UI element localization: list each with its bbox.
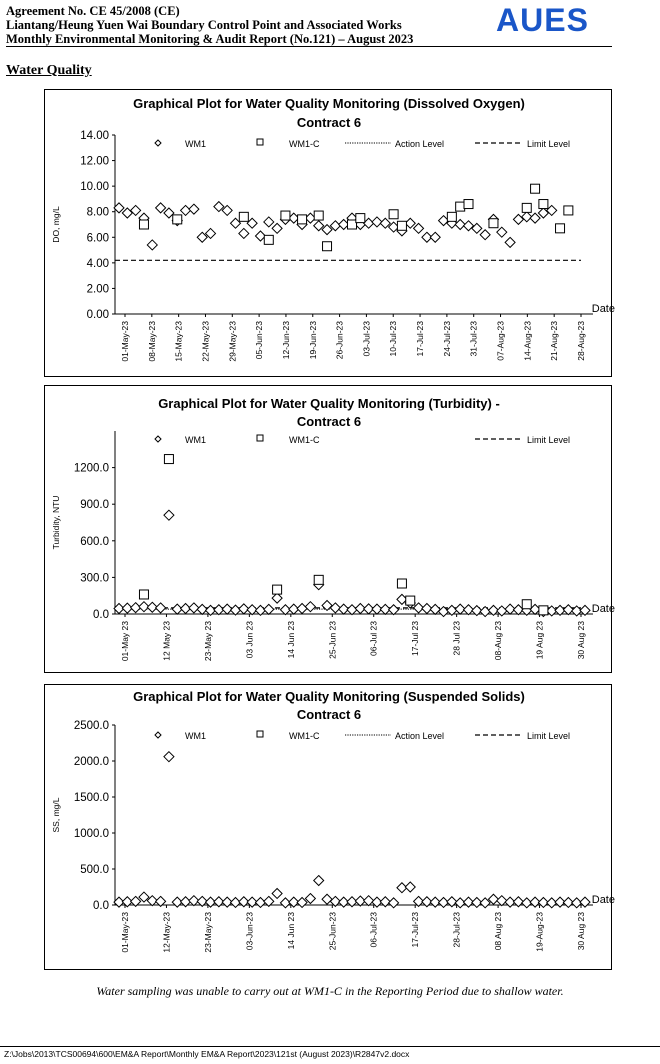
x-tick-label: 23-May 23 <box>202 621 213 662</box>
x-tick-label: 03-Jul-23 <box>361 321 372 357</box>
y-tick-label: 14.00 <box>80 130 109 142</box>
turbidity-chart-svg <box>45 386 613 674</box>
data-point-wm1 <box>405 882 415 892</box>
data-point-wm1-c <box>314 211 323 220</box>
data-point-wm1-c <box>298 215 307 224</box>
x-tick-label: 12-May-23 <box>161 912 172 953</box>
x-tick-label: 19-Jun-23 <box>307 321 318 360</box>
y-axis-label: SS, mg/L <box>51 797 61 833</box>
x-tick-label: 24-Jul-23 <box>441 321 452 357</box>
y-tick-label: 2.00 <box>86 283 109 296</box>
legend-label: Limit Level <box>527 731 571 741</box>
x-tick-label: 17-Jul-23 <box>410 912 421 948</box>
x-tick-label: 29-May-23 <box>227 321 238 362</box>
data-point-wm1 <box>222 604 232 614</box>
legend-label: Limit Level <box>527 139 571 149</box>
footer-rule <box>0 1046 660 1047</box>
x-tick-label: 22-May-23 <box>200 321 211 362</box>
data-point-wm1 <box>264 217 274 227</box>
legend-label: Action Level <box>395 731 445 741</box>
data-point-wm1-c <box>314 575 323 584</box>
legend-marker-wm1 <box>155 436 161 442</box>
data-point-wm1-c <box>564 206 573 215</box>
x-tick-label: 23-May-23 <box>202 912 213 953</box>
y-tick-label: 300.0 <box>80 572 109 585</box>
y-tick-label: 900.0 <box>80 499 109 512</box>
do-chart-svg <box>45 90 613 378</box>
x-tick-label: 26-Jun-23 <box>334 321 345 360</box>
data-point-wm1 <box>480 607 490 617</box>
y-tick-label: 2500.0 <box>73 720 109 732</box>
data-point-wm1 <box>538 208 548 218</box>
ss-chart-svg <box>45 685 613 971</box>
y-tick-label: 6.00 <box>86 232 109 245</box>
x-tick-label: 03-Jun-23 <box>244 912 255 951</box>
data-point-wm1 <box>156 203 166 213</box>
data-point-wm1 <box>189 603 199 613</box>
chart-subtitle: Contract 6 <box>296 707 362 722</box>
agreement-no: Agreement No. CE 45/2008 (CE) <box>6 4 180 18</box>
data-point-wm1 <box>305 602 315 612</box>
x-tick-label: 28-Aug-23 <box>576 321 586 361</box>
data-point-wm1 <box>181 205 191 215</box>
y-axis-label: Turbidity, NTU <box>51 495 61 550</box>
aues-logo: AUES <box>496 2 589 38</box>
x-tick-label: 12 May 23 <box>161 621 172 661</box>
data-point-wm1-c <box>456 202 465 211</box>
data-point-wm1 <box>164 752 174 762</box>
data-point-wm1-c <box>489 219 498 228</box>
x-tick-label: 17-Jul-23 <box>415 321 426 357</box>
x-tick-label: 10-Jul-23 <box>388 321 399 357</box>
data-point-wm1 <box>131 603 141 613</box>
chart-panel-turbidity <box>44 385 615 673</box>
legend-marker-wm1-c <box>257 731 263 737</box>
x-tick-label: 08-May-23 <box>146 321 157 362</box>
data-point-wm1 <box>347 605 357 615</box>
legend-label: WM1 <box>185 435 206 445</box>
data-point-wm1-c <box>397 579 406 588</box>
data-point-wm1 <box>430 232 440 242</box>
y-tick-label: 600.0 <box>80 535 109 548</box>
legend-label: WM1-C <box>289 139 320 149</box>
data-point-wm1 <box>480 230 490 240</box>
data-point-wm1 <box>522 212 532 222</box>
data-point-wm1 <box>430 604 440 614</box>
data-point-wm1-c <box>522 600 531 609</box>
report-title: Monthly Environmental Monitoring & Audit Report (No.121) – August 2023 <box>6 32 414 46</box>
data-point-wm1 <box>272 593 282 603</box>
x-axis-label: Date <box>591 303 615 315</box>
data-point-wm1 <box>122 208 132 218</box>
data-point-wm1-c <box>139 590 148 599</box>
data-point-wm1 <box>164 510 174 520</box>
x-tick-label: 17-Jul 23 <box>410 621 421 656</box>
x-tick-label: 14-Aug-23 <box>522 321 533 361</box>
data-point-wm1 <box>197 604 207 614</box>
x-tick-label: 08-Aug 23 <box>493 621 504 661</box>
y-tick-label: 1500.0 <box>73 792 109 804</box>
data-point-wm1 <box>272 888 282 898</box>
data-point-wm1 <box>364 896 374 906</box>
x-tick-label: 28 Jul 23 <box>451 621 462 656</box>
legend-marker-wm1 <box>155 140 161 146</box>
data-point-wm1-c <box>323 242 332 251</box>
y-tick-label: 8.00 <box>86 206 109 219</box>
data-point-wm1-c <box>264 235 273 244</box>
chart-subtitle: Contract 6 <box>296 414 362 429</box>
x-tick-label: 30 Aug 23 <box>576 621 586 660</box>
data-point-wm1 <box>472 223 482 233</box>
y-tick-label: 500.0 <box>80 864 109 876</box>
x-tick-label: 25-Jun-23 <box>327 912 338 951</box>
x-tick-label: 25-Jun 23 <box>327 621 338 659</box>
x-tick-label: 01-May 23 <box>120 621 130 662</box>
y-tick-label: 4.00 <box>86 257 109 270</box>
x-tick-label: 12-Jun-23 <box>280 321 291 360</box>
y-axis-label: DO, mg/L <box>51 206 61 243</box>
legend-label: WM1 <box>185 731 206 741</box>
data-point-wm1 <box>330 603 340 613</box>
y-tick-label: 0.0 <box>93 900 109 912</box>
x-tick-label: 19-Aug-23 <box>534 912 545 952</box>
data-point-wm1 <box>372 217 382 227</box>
x-tick-label: 05-Jun-23 <box>254 321 265 360</box>
legend-marker-wm1-c <box>257 435 263 441</box>
x-tick-label: 01-May-23 <box>120 912 130 953</box>
y-tick-label: 10.00 <box>80 181 109 194</box>
data-point-wm1 <box>189 204 199 214</box>
chart-panel-do <box>44 89 615 377</box>
data-point-wm1 <box>389 898 399 908</box>
x-tick-label: 14 Jun 23 <box>285 621 296 659</box>
data-point-wm1 <box>272 223 282 233</box>
y-tick-label: 12.00 <box>80 155 109 168</box>
x-tick-label: 03 Jun 23 <box>244 621 255 659</box>
chart-panel-ss <box>44 684 615 970</box>
project-title: Liantang/Heung Yuen Wai Boundary Control Point and Associated Works <box>6 18 402 32</box>
x-tick-label: 01-May-23 <box>120 321 130 362</box>
data-point-wm1-c <box>531 184 540 193</box>
chart-subtitle: Contract 6 <box>296 115 362 130</box>
y-tick-label: 2000.0 <box>73 756 109 768</box>
data-point-wm1 <box>322 600 332 610</box>
data-point-wm1 <box>131 205 141 215</box>
data-point-wm1-c <box>281 211 290 220</box>
x-tick-label: 28-Jul-23 <box>451 912 462 948</box>
x-tick-label: 06-Jul-23 <box>368 912 379 948</box>
data-point-wm1 <box>255 897 265 907</box>
x-tick-label: 08 Aug 23 <box>493 912 504 951</box>
data-point-wm1 <box>264 604 274 614</box>
data-point-wm1 <box>414 223 424 233</box>
y-tick-label: 1200.0 <box>73 462 109 475</box>
x-tick-label: 07-Aug-23 <box>495 321 506 361</box>
x-axis-label: Date <box>591 603 615 615</box>
data-point-wm1-c <box>397 221 406 230</box>
legend-label: Limit Level <box>527 435 571 445</box>
file-path: Z:\Jobs\2013\TCS00694\600\EM&A Report\Monthly EM&A Report\2023\121st (August 2023)\R2847v2.docx <box>4 1049 410 1059</box>
legend-marker-wm1-c <box>257 139 263 145</box>
data-point-wm1-c <box>173 215 182 224</box>
legend-label: WM1-C <box>289 731 320 741</box>
data-point-wm1-c <box>406 596 415 605</box>
data-point-wm1 <box>505 237 515 247</box>
data-point-wm1-c <box>348 220 357 229</box>
data-point-wm1 <box>156 603 166 613</box>
data-point-wm1 <box>464 221 474 231</box>
legend-label: Action Level <box>395 139 445 149</box>
header-rule <box>6 46 612 47</box>
data-point-wm1 <box>563 605 573 615</box>
chart-title: Graphical Plot for Water Quality Monitoring (Turbidity) - <box>158 396 500 411</box>
y-tick-label: 0.0 <box>93 609 109 621</box>
data-point-wm1-c <box>447 212 456 221</box>
y-tick-label: 1000.0 <box>73 828 109 840</box>
data-point-wm1-c <box>522 203 531 212</box>
data-point-wm1-c <box>139 220 148 229</box>
data-point-wm1 <box>322 894 332 904</box>
data-point-wm1 <box>314 876 324 886</box>
data-point-wm1 <box>497 896 507 906</box>
data-point-wm1-c <box>164 455 173 464</box>
data-point-wm1-c <box>356 214 365 223</box>
data-point-wm1 <box>389 605 399 615</box>
x-tick-label: 06-Jul 23 <box>368 621 379 656</box>
data-point-wm1 <box>513 214 523 224</box>
data-point-wm1 <box>239 228 249 238</box>
data-point-wm1-c <box>273 585 282 594</box>
x-tick-label: 14 Jun 23 <box>285 912 296 950</box>
data-point-wm1-c <box>556 224 565 233</box>
x-tick-label: 31-Jul-23 <box>468 321 479 357</box>
data-point-wm1 <box>297 604 307 614</box>
x-axis-label: Date <box>591 894 615 906</box>
legend-label: WM1-C <box>289 435 320 445</box>
sampling-note: Water sampling was unable to carry out at WM1-C in the Reporting Period due to shallow water. <box>96 984 564 998</box>
data-point-wm1-c <box>389 210 398 219</box>
x-tick-label: 19 Aug 23 <box>534 621 545 660</box>
data-point-wm1-c <box>539 200 548 209</box>
data-point-wm1 <box>147 240 157 250</box>
y-tick-label: 0.00 <box>86 309 109 321</box>
x-tick-label: 21-Aug-23 <box>549 321 560 361</box>
section-title: Water Quality <box>6 63 92 78</box>
data-point-wm1 <box>497 227 507 237</box>
x-tick-label: 30 Aug 23 <box>576 912 586 951</box>
legend-label: WM1 <box>185 139 206 149</box>
x-tick-label: 15-May-23 <box>173 321 184 362</box>
data-point-wm1-c <box>464 200 473 209</box>
data-point-wm1-c <box>539 606 548 615</box>
chart-title: Graphical Plot for Water Quality Monitoring (Dissolved Oxygen) <box>133 96 525 111</box>
data-point-wm1-c <box>239 212 248 221</box>
data-point-wm1 <box>530 213 540 223</box>
chart-title: Graphical Plot for Water Quality Monitoring (Suspended Solids) <box>133 689 525 704</box>
legend-marker-wm1 <box>155 732 161 738</box>
